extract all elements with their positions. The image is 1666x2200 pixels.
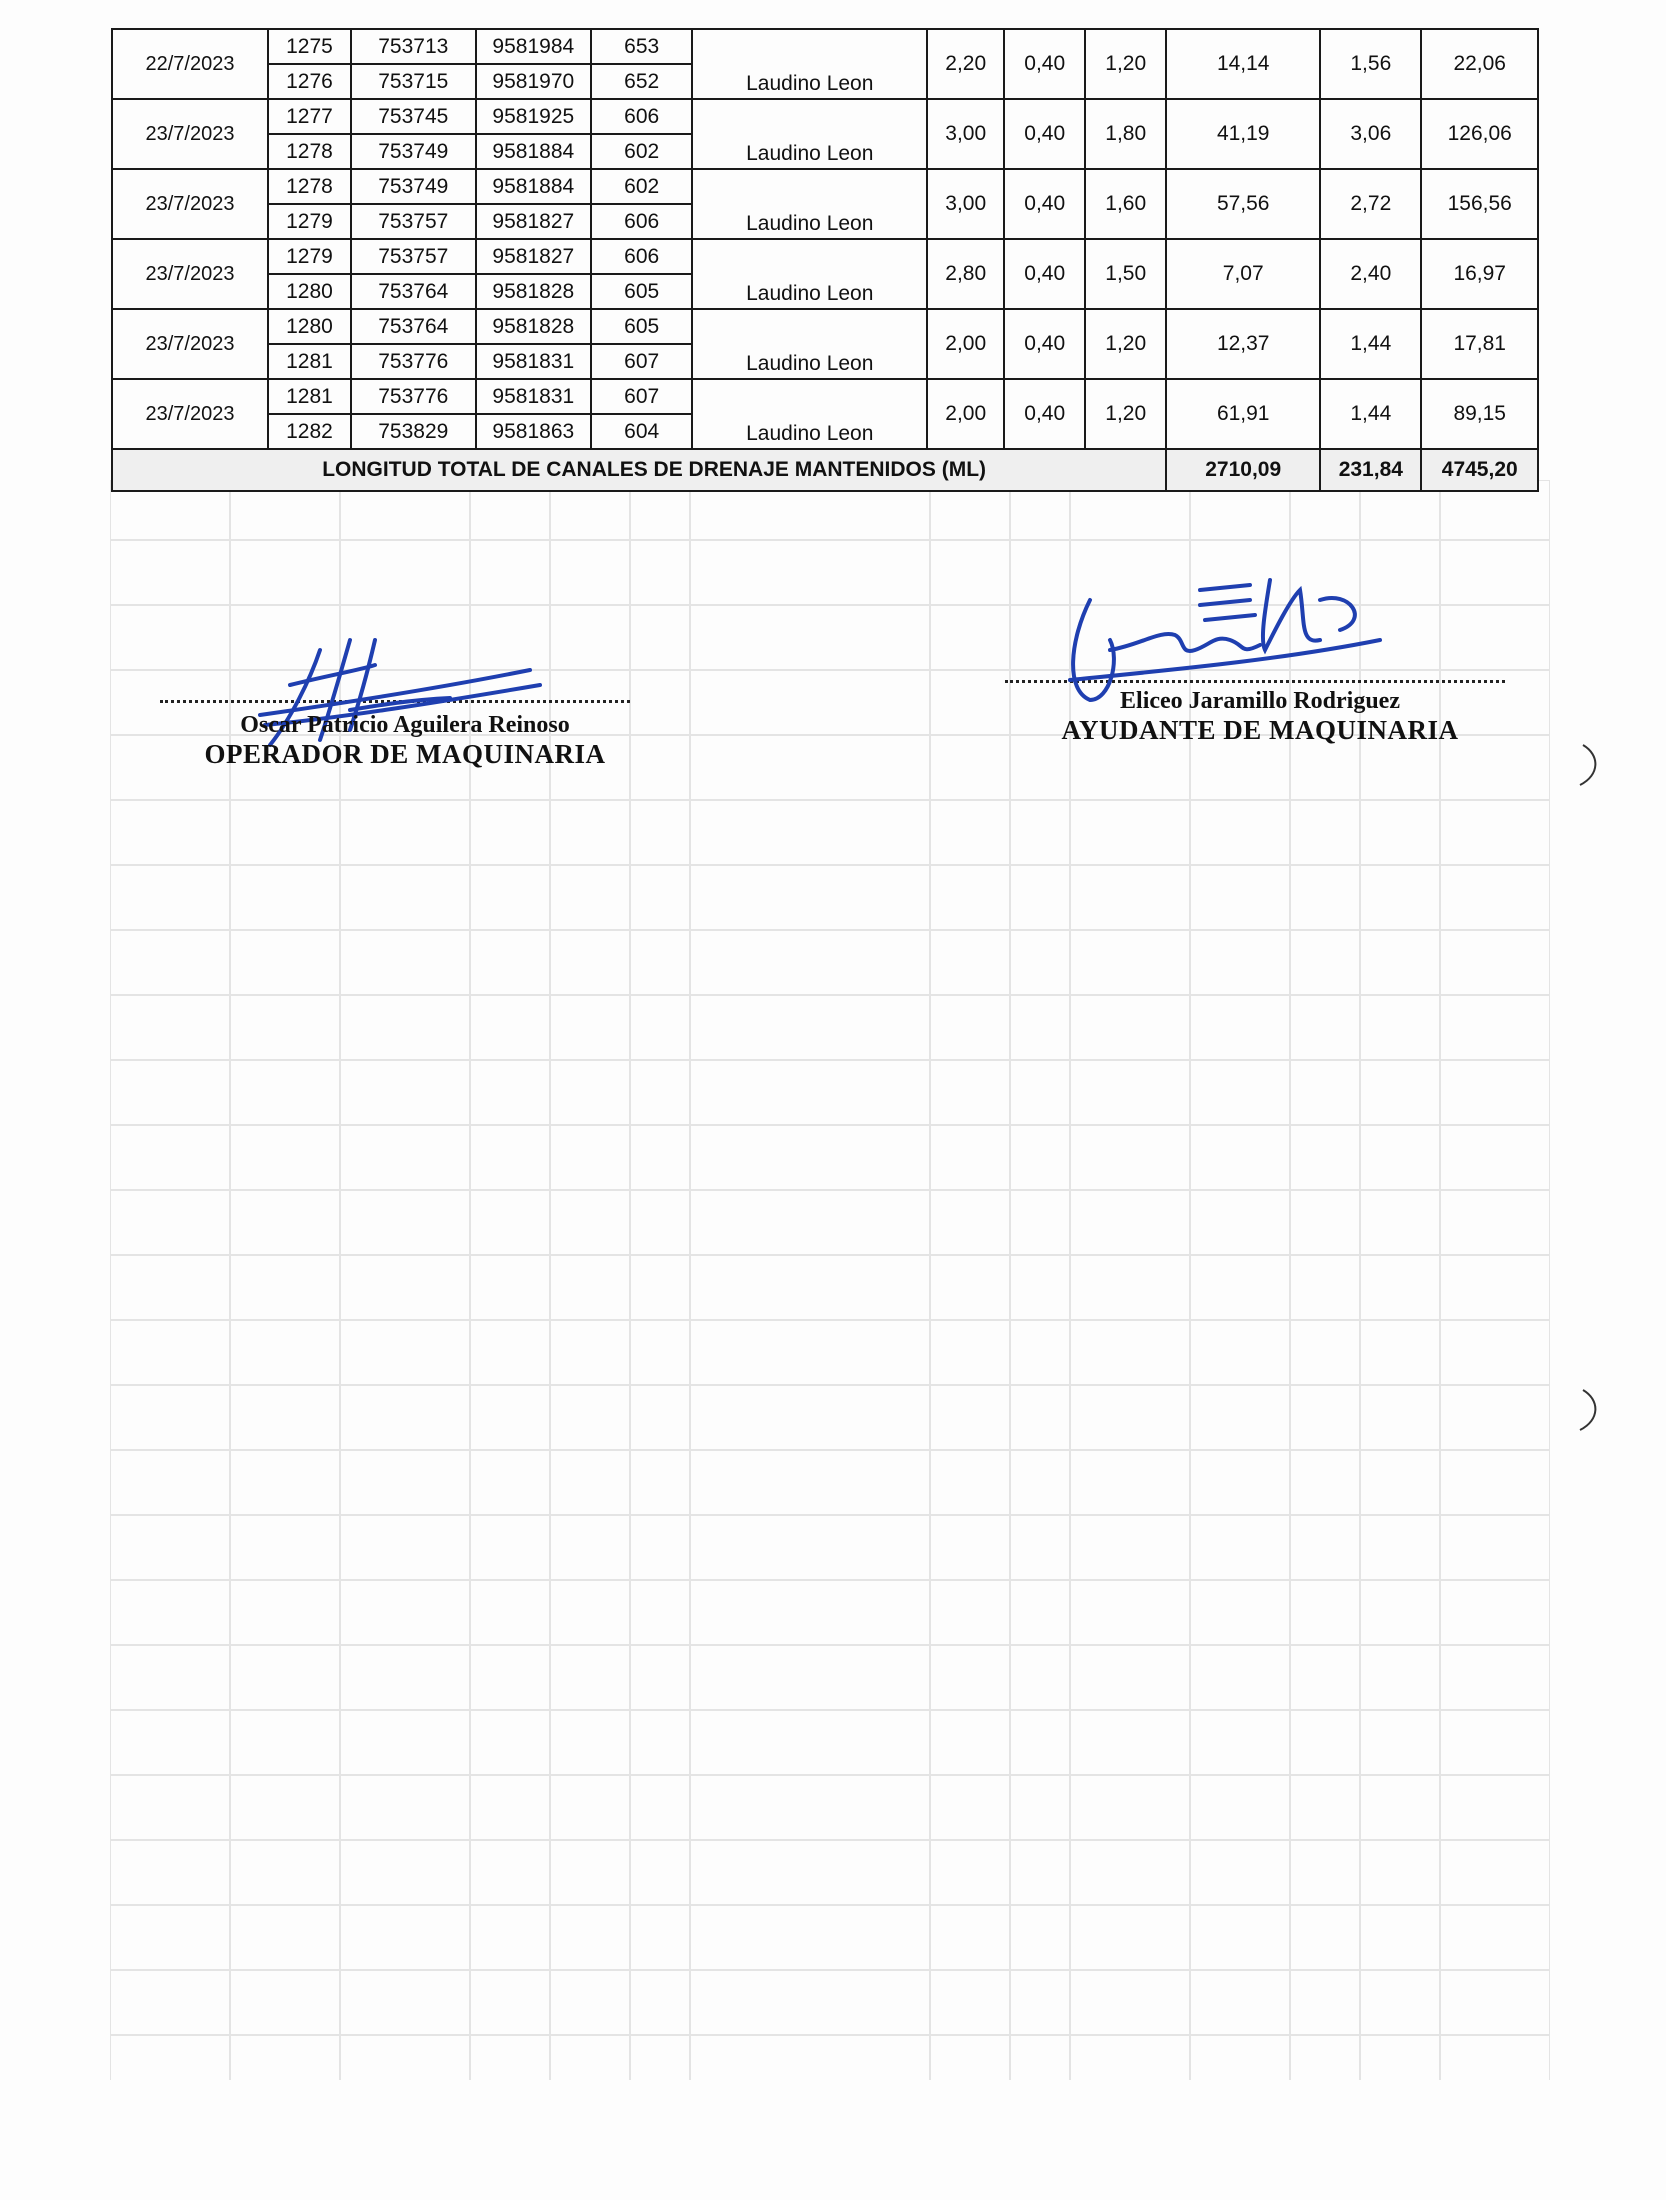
length-cell: 41,19 bbox=[1166, 99, 1320, 169]
coord-x-cell: 753757 bbox=[351, 204, 476, 239]
coord-x-cell: 753749 bbox=[351, 169, 476, 204]
area-cell: 2,72 bbox=[1320, 169, 1421, 239]
elevation-cell: 606 bbox=[591, 204, 692, 239]
total-area: 231,84 bbox=[1320, 449, 1421, 491]
signer-left-role: OPERADOR DE MAQUINARIA bbox=[204, 739, 606, 769]
punch-hole-top bbox=[1575, 740, 1605, 790]
coord-y-cell: 9581984 bbox=[476, 29, 591, 64]
coord-y-cell: 9581884 bbox=[476, 169, 591, 204]
volume-cell: 126,06 bbox=[1421, 99, 1538, 169]
coord-x-cell: 753715 bbox=[351, 64, 476, 99]
coord-x-cell: 753764 bbox=[351, 309, 476, 344]
signature-block-right bbox=[1010, 688, 1510, 746]
coord-y-cell: 9581827 bbox=[476, 204, 591, 239]
coord-x-cell: 753713 bbox=[351, 29, 476, 64]
top-width-cell: 2,00 bbox=[927, 309, 1004, 379]
coord-x-cell: 753829 bbox=[351, 414, 476, 449]
point-number-cell: 1279 bbox=[268, 204, 351, 239]
elevation-cell: 605 bbox=[591, 309, 692, 344]
bottom-width-cell: 0,40 bbox=[1004, 309, 1085, 379]
table-row bbox=[112, 99, 1538, 134]
point-number-cell: 1279 bbox=[268, 239, 351, 274]
coord-x-cell: 753757 bbox=[351, 239, 476, 274]
operator-cell: Laudino Leon bbox=[692, 309, 927, 379]
drainage-log-table bbox=[111, 28, 1539, 492]
point-number-cell: 1277 bbox=[268, 99, 351, 134]
top-width-cell: 2,20 bbox=[927, 29, 1004, 99]
date-cell: 23/7/2023 bbox=[112, 169, 268, 239]
coord-x-cell: 753764 bbox=[351, 274, 476, 309]
elevation-cell: 602 bbox=[591, 134, 692, 169]
total-row bbox=[112, 449, 1538, 491]
area-cell: 1,56 bbox=[1320, 29, 1421, 99]
signer-right-name: Eliceo Jaramillo Rodriguez bbox=[1120, 688, 1400, 714]
point-number-cell: 1281 bbox=[268, 379, 351, 414]
bottom-width-cell: 0,40 bbox=[1004, 169, 1085, 239]
total-label: LONGITUD TOTAL DE CANALES DE DRENAJE MANTENIDOS (ML) bbox=[112, 449, 1166, 491]
total-volume: 4745,20 bbox=[1421, 449, 1538, 491]
elevation-cell: 607 bbox=[591, 379, 692, 414]
volume-cell: 17,81 bbox=[1421, 309, 1538, 379]
depth-cell: 1,60 bbox=[1085, 169, 1166, 239]
elevation-cell: 607 bbox=[591, 344, 692, 379]
date-cell: 22/7/2023 bbox=[112, 29, 268, 99]
length-cell: 7,07 bbox=[1166, 239, 1320, 309]
point-number-cell: 1278 bbox=[268, 169, 351, 204]
elevation-cell: 602 bbox=[591, 169, 692, 204]
coord-x-cell: 753745 bbox=[351, 99, 476, 134]
coord-x-cell: 753776 bbox=[351, 344, 476, 379]
point-number-cell: 1280 bbox=[268, 274, 351, 309]
table-row bbox=[112, 29, 1538, 64]
length-cell: 12,37 bbox=[1166, 309, 1320, 379]
volume-cell: 89,15 bbox=[1421, 379, 1538, 449]
coord-x-cell: 753776 bbox=[351, 379, 476, 414]
operator-cell: Laudino Leon bbox=[692, 169, 927, 239]
operator-cell: Laudino Leon bbox=[692, 239, 927, 309]
top-width-cell: 2,80 bbox=[927, 239, 1004, 309]
top-width-cell: 2,00 bbox=[927, 379, 1004, 449]
area-cell: 2,40 bbox=[1320, 239, 1421, 309]
depth-cell: 1,20 bbox=[1085, 309, 1166, 379]
length-cell: 61,91 bbox=[1166, 379, 1320, 449]
operator-cell: Laudino Leon bbox=[692, 99, 927, 169]
top-width-cell: 3,00 bbox=[927, 169, 1004, 239]
volume-cell: 22,06 bbox=[1421, 29, 1538, 99]
depth-cell: 1,20 bbox=[1085, 379, 1166, 449]
signer-right-role: AYUDANTE DE MAQUINARIA bbox=[1061, 715, 1459, 745]
date-cell: 23/7/2023 bbox=[112, 309, 268, 379]
point-number-cell: 1276 bbox=[268, 64, 351, 99]
elevation-cell: 606 bbox=[591, 239, 692, 274]
elevation-cell: 652 bbox=[591, 64, 692, 99]
table-row bbox=[112, 379, 1538, 414]
point-number-cell: 1280 bbox=[268, 309, 351, 344]
elevation-cell: 605 bbox=[591, 274, 692, 309]
point-number-cell: 1281 bbox=[268, 344, 351, 379]
coord-x-cell: 753749 bbox=[351, 134, 476, 169]
point-number-cell: 1275 bbox=[268, 29, 351, 64]
date-cell: 23/7/2023 bbox=[112, 99, 268, 169]
coord-y-cell: 9581827 bbox=[476, 239, 591, 274]
date-cell: 23/7/2023 bbox=[112, 239, 268, 309]
point-number-cell: 1282 bbox=[268, 414, 351, 449]
signature-block-left bbox=[170, 712, 640, 770]
depth-cell: 1,20 bbox=[1085, 29, 1166, 99]
length-cell: 57,56 bbox=[1166, 169, 1320, 239]
area-cell: 1,44 bbox=[1320, 309, 1421, 379]
elevation-cell: 604 bbox=[591, 414, 692, 449]
total-length: 2710,09 bbox=[1166, 449, 1320, 491]
table-row bbox=[112, 169, 1538, 204]
area-cell: 3,06 bbox=[1320, 99, 1421, 169]
coord-y-cell: 9581828 bbox=[476, 309, 591, 344]
depth-cell: 1,80 bbox=[1085, 99, 1166, 169]
volume-cell: 16,97 bbox=[1421, 239, 1538, 309]
operator-cell: Laudino Leon bbox=[692, 29, 927, 99]
length-cell: 14,14 bbox=[1166, 29, 1320, 99]
elevation-cell: 653 bbox=[591, 29, 692, 64]
table-row bbox=[112, 309, 1538, 344]
coord-y-cell: 9581831 bbox=[476, 379, 591, 414]
coord-y-cell: 9581970 bbox=[476, 64, 591, 99]
point-number-cell: 1278 bbox=[268, 134, 351, 169]
area-cell: 1,44 bbox=[1320, 379, 1421, 449]
coord-y-cell: 9581828 bbox=[476, 274, 591, 309]
bottom-width-cell: 0,40 bbox=[1004, 99, 1085, 169]
bottom-width-cell: 0,40 bbox=[1004, 379, 1085, 449]
bottom-width-cell: 0,40 bbox=[1004, 239, 1085, 309]
table-body bbox=[112, 29, 1538, 449]
bottom-width-cell: 0,40 bbox=[1004, 29, 1085, 99]
top-width-cell: 3,00 bbox=[927, 99, 1004, 169]
operator-cell: Laudino Leon bbox=[692, 379, 927, 449]
signer-left-name: Oscar Patricio Aguilera Reinoso bbox=[240, 712, 570, 738]
date-cell: 23/7/2023 bbox=[112, 379, 268, 449]
coord-y-cell: 9581925 bbox=[476, 99, 591, 134]
punch-hole-bottom bbox=[1575, 1385, 1605, 1435]
elevation-cell: 606 bbox=[591, 99, 692, 134]
depth-cell: 1,50 bbox=[1085, 239, 1166, 309]
coord-y-cell: 9581884 bbox=[476, 134, 591, 169]
table-row bbox=[112, 239, 1538, 274]
volume-cell: 156,56 bbox=[1421, 169, 1538, 239]
coord-y-cell: 9581831 bbox=[476, 344, 591, 379]
coord-y-cell: 9581863 bbox=[476, 414, 591, 449]
